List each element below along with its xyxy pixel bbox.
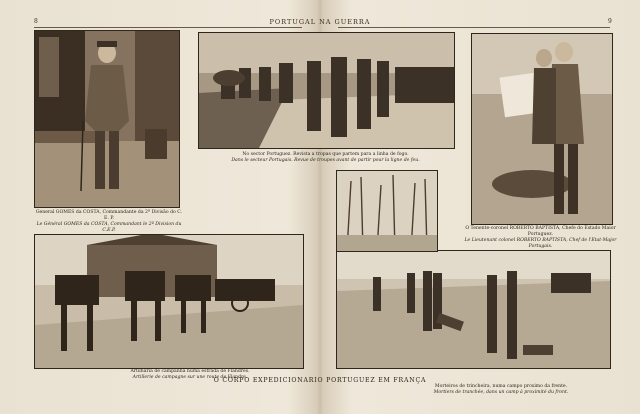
caption-roberto-baptista-fr: Le Lieutenant colonel ROBERTO BAPTISTA, Chef de l'Etat-Major Portugais.	[464, 238, 617, 249]
caption-troop-review-pt: No sector Portuguez. Revista a tropas que partem para a linha de fogo.	[242, 152, 409, 157]
photo-general-gomes-costa	[34, 30, 180, 208]
left-page-number: 8	[34, 18, 39, 25]
caption-roberto-baptista-pt: O Tenente-coronel ROBERTO BAPTISTA, Chefe do Estado Maior Portuguez.	[465, 226, 616, 237]
caption-trench-mortars-fr: Mortiers de tranchée, dans un camp à proximité du front.	[433, 390, 569, 395]
header-rule-right	[338, 27, 610, 28]
caption-troop-review-fr: Dans le secteur Portugais. Revue de troupes avant de partir pour la ligne de feu.	[231, 158, 420, 163]
photo-roberto-baptista	[471, 33, 613, 225]
caption-roberto-baptista	[463, 226, 618, 250]
magazine-title: PORTUGAL NA GUERRA	[269, 18, 371, 26]
caption-field-artillery-pt: Artilharia de campanha numa estrada de Flandres.	[130, 369, 250, 374]
right-page-number: 9	[608, 18, 613, 25]
photo-troop-review	[198, 32, 455, 149]
photo-field-artillery	[34, 234, 304, 369]
caption-gomes-costa-pt: General GOMES da COSTA, Commandante da 2ª Divisão do C. E. P.	[35, 210, 183, 221]
spread-bottom-title: O CORPO EXPEDICIONARIO PORTUGUEZ EM FRANÇA	[213, 377, 427, 384]
photo-wooded-road	[336, 170, 438, 252]
caption-trench-mortars	[390, 384, 612, 396]
caption-troop-review	[198, 152, 453, 164]
caption-field-artillery-fr: Artillerie de campagne sur une route de Flandre.	[132, 375, 248, 380]
caption-gomes-costa	[34, 210, 184, 234]
photo-trench-mortars	[336, 250, 611, 369]
header-rule-left	[34, 27, 302, 28]
caption-gomes-costa-fr: Le Général GOMES da COSTA, Commandant le 2ª Division du C.E.P.	[36, 222, 182, 233]
caption-trench-mortars-pt: Morteiros de trincheira, numa campo proximo da frente.	[434, 384, 568, 389]
